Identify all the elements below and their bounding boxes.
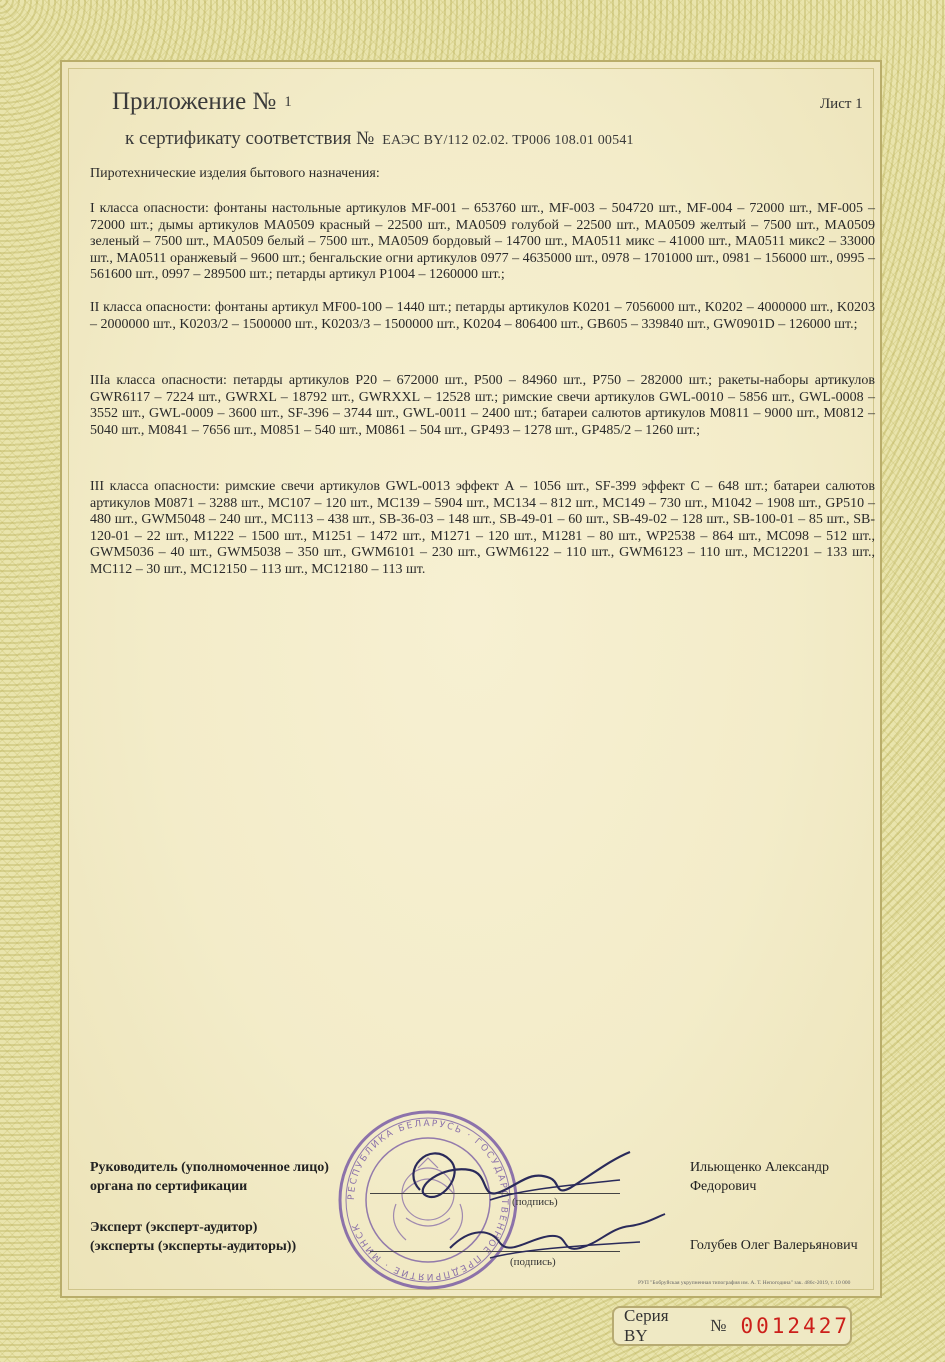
expert-label-line-1: Эксперт (эксперт-аудитор): [90, 1220, 258, 1235]
head-name-line-1: Ильющенко Александр: [690, 1160, 829, 1175]
certificate-reference: [125, 128, 634, 150]
title-text: Приложение №: [112, 88, 277, 115]
certificate-number: ЕАЭС BY/112 02.02. ТР006 108.01 00541: [382, 133, 634, 148]
head-label-line-1: Руководитель (уполномоченное лицо): [90, 1160, 329, 1175]
intro-text: Пиротехнические изделия бытового назначения:: [90, 166, 380, 181]
series-number: 0012427: [740, 1314, 850, 1338]
hazard-class-2-paragraph: II класса опасности: фонтаны артикул MF00-100 – 1440 шт.; петарды артикулов K0201 – 7056000 шт., K0202 – 4000000 шт., K0203 – 2000000 шт., K0203/2 – 1500000 шт., K0203/3 – 1500000 шт., K0204 – 806400 шт., GB605 – 339840 шт., GW0901D – 126000 шт.;: [90, 300, 875, 332]
appendix-number: 1: [284, 94, 292, 110]
head-name: [690, 1158, 829, 1196]
hazard-class-3-paragraph: III класса опасности: римские свечи артикулов GWL-0013 эффект А – 1056 шт., SF-399 эффект С – 648 шт.; батареи салютов артикулов M0871 – 3288 шт., MC107 – 120 шт., MC139 – 5904 шт., MC134 – 812 шт., MC149 – 730 шт., M1042 – 1908 шт., GP510 – 480 шт., GWM5048 – 240 шт., MC113 – 438 шт., SB-36-03 – 148 шт., SB-49-01 – 60 шт., SB-49-02 – 128 шт., SB-100-01 – 85 шт., SB-120-01 – 22 шт., M1222 – 1500 шт., M1251 – 1472 шт., M1271 – 120 шт., M1281 – 80 шт., WP2538 – 864 шт., MC098 – 512 шт., GWM5036 – 40 шт., GWM5038 – 350 шт., GWM6101 – 230 шт., GWM6122 – 110 шт., GWM6123 – 110 шт., MC12201 – 133 шт., MC112 – 30 шт., MC12150 – 113 шт., MC12180 – 113 шт.: [90, 479, 875, 577]
svg-text:РЕСПУБЛИКА БЕЛАРУСЬ · ГОСУДАРС: РЕСПУБЛИКА БЕЛАРУСЬ · ГОСУДАРСТВЕННОЕ ПРЕДПРИЯТИЕ · МИНСК: [346, 1118, 510, 1282]
expert-signature-hint: (подпись): [510, 1256, 556, 1268]
hazard-class-1-paragraph: I класса опасности: фонтаны настольные артикулов MF-001 – 653760 шт., MF-003 – 504720 шт., MF-004 – 72000 шт., MF-005 – 72000 шт.; дымы артикулов MA0509 красный – 22500 шт., MA0509 голубой – 22500 шт., MA0509 желтый – 7500 шт., MA0509 зеленый – 7500 шт., MA0509 белый – 7500 шт., MA0509 бордовый – 14700 шт., MA0511 микс – 41000 шт., MA0511 микс2 – 33000 шт., MA0511 оранжевый – 9600 шт.; бенгальские огни артикулов 0977 – 4635000 шт., 0978 – 1701000 шт., 0981 – 156000 шт., 0995 – 561600 шт., 0997 – 289500 шт.; петарды артикул P1004 – 1260000 шт.;: [90, 201, 875, 283]
head-label-line-2: органа по сертификации: [90, 1179, 248, 1194]
series-number-label: №: [710, 1316, 727, 1335]
expert-label-line-2: (эксперты (эксперты-аудиторы)): [90, 1239, 297, 1254]
series-label: Серия BY: [624, 1306, 669, 1345]
head-signature-hint: (подпись): [512, 1196, 558, 1208]
series-box: [612, 1306, 852, 1346]
page-title: [112, 88, 292, 116]
printer-imprint: РУП "Бобруйская укрупненная типография им. А. Т. Непогодина" зак. 486с-2019, т. 10 000: [638, 1280, 851, 1286]
certificate-label: к сертификату соответствия №: [125, 128, 375, 149]
head-label: [90, 1158, 329, 1196]
expert-signature-scribble: [430, 1198, 670, 1278]
head-name-line-2: Федорович: [690, 1179, 757, 1194]
expert-name: Голубев Олег Валерьянович: [690, 1238, 858, 1253]
hazard-class-3a-paragraph: IIIa класса опасности: петарды артикулов P20 – 672000 шт., P500 – 84960 шт., P750 – 282000 шт.; ракеты-наборы артикулов GWR6117 – 7224 шт., GWRXL – 18792 шт., GWRXXL – 12528 шт.; римские свечи артикулов GWL-0010 – 5856 шт., GWL-0008 – 3552 шт., GWL-0009 – 3600 шт., SF-396 – 3744 шт., GWL-0011 – 2400 шт.; батареи салютов артикулов M0811 – 9000 шт., M0812 – 5040 шт., M0841 – 7656 шт., M0851 – 540 шт., M0861 – 504 шт., GP493 – 1278 шт., GP485/2 – 1260 шт.;: [90, 373, 875, 438]
sheet-number: Лист 1: [820, 96, 863, 112]
expert-label: [90, 1218, 296, 1256]
